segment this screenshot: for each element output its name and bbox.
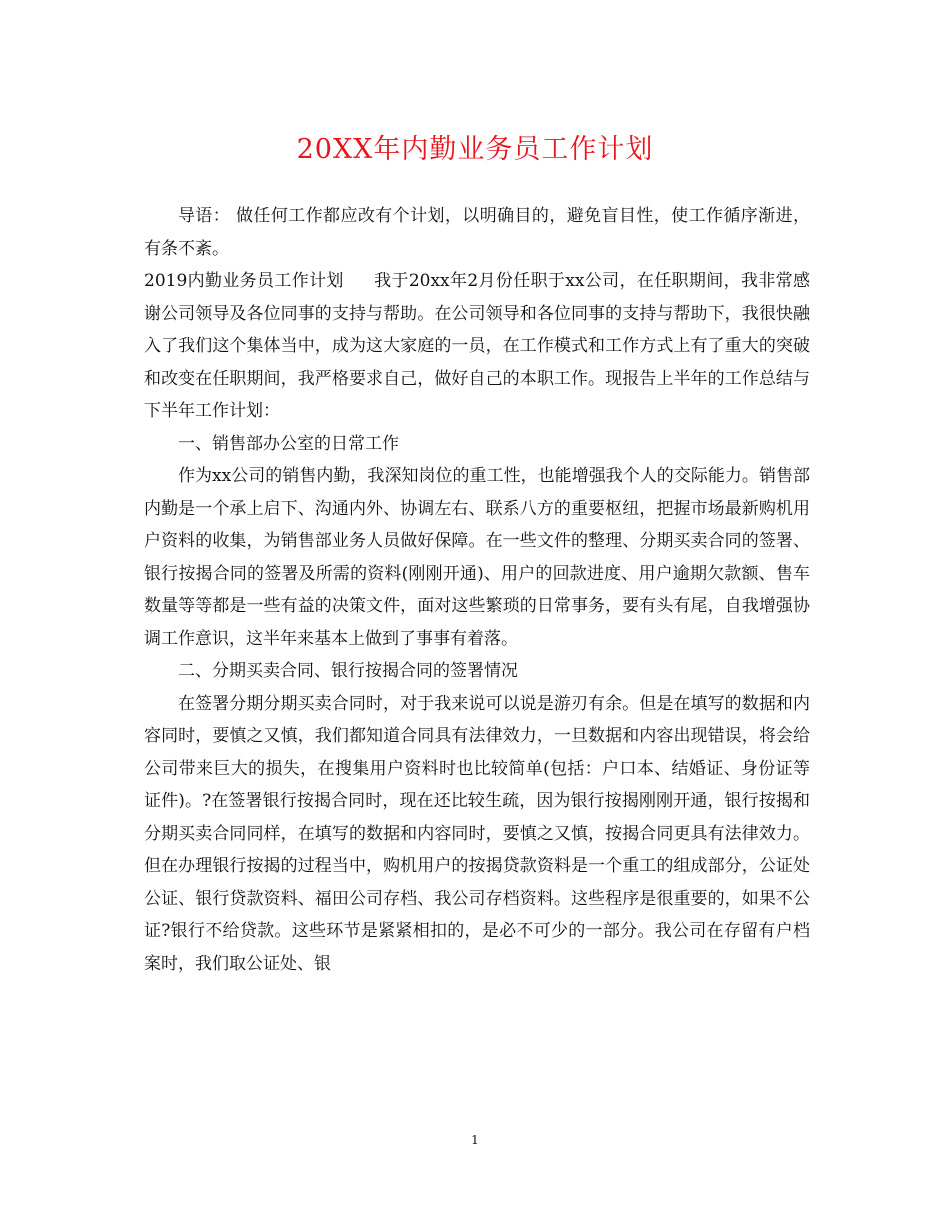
paragraph-section-2: 在签署分期分期买卖合同时，对于我来说可以说是游刃有余。但是在填写的数据和内容同时，要慎之又慎，我们都知道合同具有法律效力，一旦数据和内容出现错误，将会给公司带来巨大的损失，在搜集用户资料时也比较简单(包括：户口本、结婚证、身份证等证件)。?在签署银行按揭合同时，现在还比较生疏，因为银行按揭刚刚开通，银行按揭和分期买卖合同同样，在填写的数据和内容同时，要慎之又慎，按揭合同更具有法律效力。但在办理银行按揭的过程当中，购机用户的按揭贷款资料是一个重工的组成部分，公证处公证、银行贷款资料、福田公司存档、我公司存档资料。这些程序是很重要的，如果不公证?银行不给贷款。这些环节是紧紧相扣的，是必不可少的一部分。我公司在存留有户档案时，我们取公证处、银 (144, 693, 810, 974)
paragraph-section-1: 作为xx公司的销售内勤，我深知岗位的重工性，也能增强我个人的交际能力。销售部内勤是一个承上启下、沟通内外、协调左右、联系八方的重要枢纽，把握市场最新购机用户资料的收集，为销售部业务人员做好保障。在一些文件的整理、分期买卖合同的签署、银行按揭合同的签署及所需的资料(刚刚开通)、用户的回款进度、用户逾期欠款额、售车数量等等都是一些有益的决策文件，面对这些繁琐的日常事务，要有头有尾，自我增强协调工作意识，这半年来基本上做到了事事有着落。 (144, 466, 810, 649)
page-number: 1 (471, 1133, 479, 1147)
opening-heading: 2019内勤业务员工作计划 (144, 271, 344, 291)
section-heading-2: 二、分期买卖合同、银行按揭合同的签署情况 (178, 661, 518, 681)
section-heading-1: 一、销售部办公室的日常工作 (178, 433, 399, 454)
paragraph-intro: 导语： 做任何工作都应改有个计划，以明确目的，避免盲目性，使工作循序渐进，有条不紊。 (144, 206, 810, 259)
paragraph-opening (144, 265, 810, 428)
opening-text: 我于20xx年2月份任职于xx公司，在任职期间，我非常感谢公司领导及各位同事的支持与帮助。在公司领导和各位同事的支持与帮助下，我很快融入了我们这个集体当中，成为这大家庭的一员，在工作模式和工作方式上有了重大的突破和改变在任职期间，我严格要求自己，做好自己的本职工作。现报告上半年的工作总结与下半年工作计划： (144, 271, 811, 421)
document-title: 20XX年内勤业务员工作计划 (296, 134, 654, 165)
document-body (144, 200, 810, 980)
